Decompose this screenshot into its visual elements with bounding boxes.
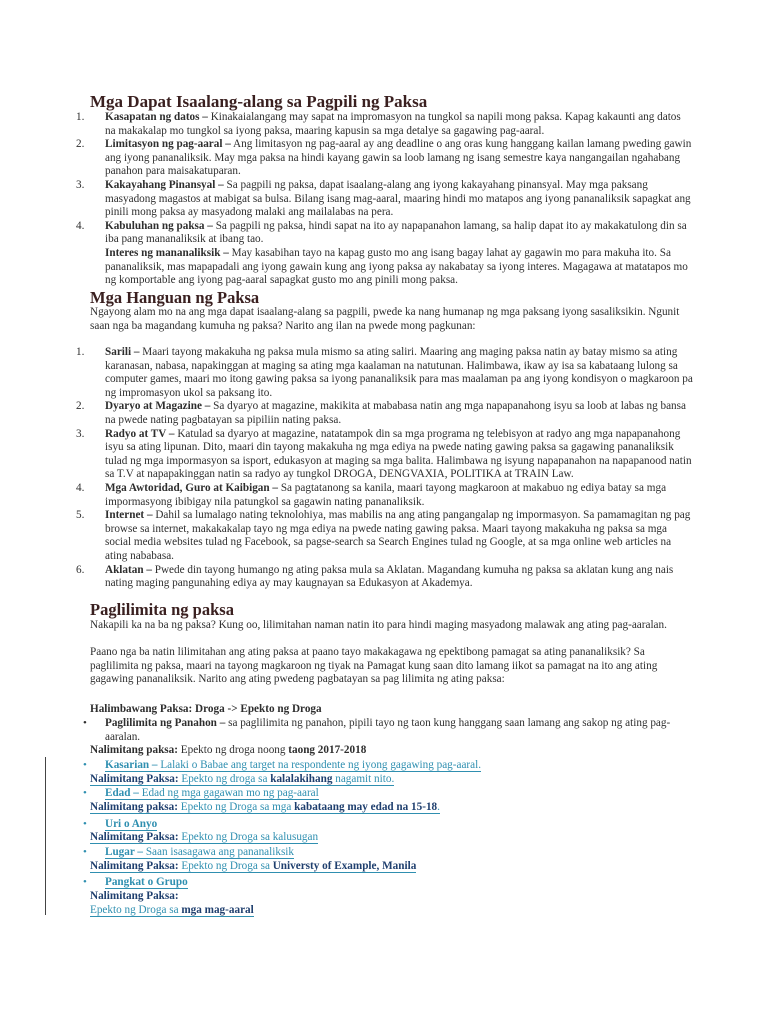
list-item: 4. Mga Awtoridad, Guro at Kaibigan – Sa pagtatanong sa kanila, maari tayong magkaroon at makabuo ng ediya batay sa mga impormasyong ibibigay nila patungkol sa gagawin nating pananaliksik. [76, 481, 667, 508]
bullet-icon: • [83, 717, 87, 729]
bullet-lugar: • Lugar – Saan isasagawa ang pananaliksik [83, 846, 295, 858]
revision-bar [45, 757, 46, 915]
bullet-icon: • [83, 787, 87, 799]
section3-intro1: Nakapili ka na ba ng paksa? Kung oo, lilimitahan naman natin ito para hindi maging masyadong malawak ang ating pag-aaralan. [90, 619, 667, 631]
limited-uri: Nalimitang Paksa: Epekto ng Droga sa kalusugan [90, 831, 319, 843]
bullet-uri: • Uri o Anyo [83, 818, 158, 830]
bullet-kasarian: • Kasarian – Lalaki o Babae ang target na respondente ng iyong gagawing pag-aaral. [83, 759, 482, 771]
list-item: 3. Kakayahang Pinansyal – Sa pagpili ng paksa, dapat isaalang-alang ang iyong kakayahang pinansyal. May mga paksang masyadong magastos at mabigat sa bulsa. Bilang isang mag-aaral, maaring hindi mo matapos ang iyong pananaliksik sapagkat ang pinili mong paksa ay masyadong malaki ang mailalabas na pera. [76, 178, 691, 219]
interes-paragraph: Interes ng mananaliksik – May kasabihan tayo na kapag gusto mo ang isang bagay lahat ay gagawin mo para makuha ito. Sa pananaliksik, mas mapapadali ang iyong gawain kung ang iyong paksa ay nakabatay sa iyong interes. Magagawa at matatapos mo ng komportable ang iyong pag-aaral sapagkat gusto mo ang pinili mong paksa. [105, 246, 688, 287]
list-item: 2. Dyaryo at Magazine – Sa dyaryo at magazine, makikita at mababasa natin ang mga napapanahong isyu sa loob at labas ng bansa na pwede nating pagbatayan sa pipiliin nating paksa. [76, 400, 686, 426]
sources-list [76, 346, 694, 591]
bullet-icon: • [83, 818, 87, 830]
list-item: 3. Radyo at TV – Katulad sa dyaryo at magazine, natatampok din sa mga programa ng telebisyon at radyo ang mga napapanahong isyu sa ating lipunan. Dito, maari din tayong makakuha ng mga ediya na pwede nating gawing paksa sa gagawing pananaliksik tulad ng mga impormasyon sa isport, edukasyon at maging sa mga balita. Halimbawa ng isyung napapanahon na napapanood natin sa T.V at napapakinggan natin sa radyo ay tungkol DROGA, DENGVAXIA, POLITIKA at TRAIN Law. [76, 427, 692, 481]
example-topic: Halimbawang Paksa: Droga -> Epekto ng Droga [90, 703, 322, 715]
section2-intro: Ngayong alam mo na ang mga dapat isaalang-alang sa pagpili, pwede ka nang humanap ng mga paksang iyong sasaliksikin. Ngunit saan nga ba magandang kumuha ng paksa? Narito ang ilan na pwede mong pagkunan: [90, 306, 680, 332]
limited-panahon: Nalimitang paksa: Epekto ng droga noong taong 2017-2018 [90, 744, 367, 756]
list-item: 1. Sarili – Maari tayong makakuha ng paksa mula mismo sa ating saliri. Maaring ang maging paksa natin ay batay mismo sa ating karanasan, nabasa, napakinggan at maging sa ating mga kaalaman na natutunan. Halimbawa, ikaw ay isa sa kabataang lulong sa computer games, maari mo itong gawing paksa sa iyong pananaliksik para mas maalaman pa ang iyong kondisyon o magkaroon pa ng impromasyon ukol sa paksang ito. [76, 346, 693, 399]
list-item: 1. Kasapatan ng datos – Kinakaialangang may sapat na impromasyon na tungkol sa napili mong paksa. Kapag kakaunti ang datos na makakalap mo tungkol sa iyong paksa, maaring kapusin sa mga detalye sa gagawing pag-aaral. [76, 111, 681, 137]
limited-pangkat: Epekto ng Droga sa mga mag-aaral [90, 904, 254, 916]
bullet-pangkat: • Pangkat o Grupo [83, 876, 188, 888]
list-item: 2. Limitasyon ng pag-aaral – Ang limitasyon ng pag-aaral ay ang deadline o ang oras kung hanggang kailan lamang pweding gawin ang iyong pananaliksik. May mga paksa na hindi kayang gawin sa loob lamang ng isang semestre kaya nangangailan ngahabang panahon para maisakatuparan. [76, 138, 692, 178]
list-item: 6. Aklatan – Pwede din tayong humango ng ating paksa mula sa Aklatan. Magandang kumuha ng paksa sa aklatan kung ang nais nating maging pangunahing ediya ay may kaugnayan sa Edukasyon at Akademya. [76, 563, 674, 590]
bullet-panahon: • Paglilimita ng Panahon – sa paglilimita ng panahon, pipili tayo ng taon kung hanggang saan lamang ang sakop ng ating pag-aaralan. [83, 717, 671, 743]
bullet-edad: • Edad – Edad ng mga gagawan mo ng pag-aaral [83, 787, 319, 799]
bullet-icon: • [83, 759, 87, 771]
limited-kasarian: Nalimitang Paksa: Epekto ng droga sa kalalakihang nagamit nito. [90, 773, 395, 785]
bullet-icon: • [83, 846, 87, 858]
section3-intro2: Paano nga ba natin lilimitahan ang ating paksa at paano tayo makakagawa ng epektibong pamagat sa ating pananaliksik? Sa paglilimita ng paksa, maari na tayong magkaroon ng tiyak na Pamagat kung saan dito lamang iikot sa pamagat na ito ang ating gagawing pananaliksik. Narito ang ating pwedeng pagbatayan sa pag lilimita ng ating paksa: [90, 646, 658, 686]
section1-title: Mga Dapat Isaalang-alang sa Pagpili ng Paksa [90, 92, 428, 111]
limited-pangkat-label: Nalimitang Paksa: [90, 890, 179, 902]
considerations-list [76, 111, 694, 288]
limited-lugar: Nalimitang Paksa: Epekto ng Droga sa Universty of Example, Manila [90, 860, 417, 872]
limited-edad: Nalimitang paksa: Epekto ng Droga sa mga kabataang may edad na 15-18. [90, 801, 440, 813]
section3-title: Paglilimita ng paksa [90, 600, 234, 619]
list-item: 5. Internet – Dahil sa lumalago nating teknolohiya, mas mabilis na ang ating pangangalap ng impormasyon. Sa pamamagitan ng pag browse sa internet, makakakalap tayo ng mga ediya na pwede nating gawing paksa. Maari tayong makakuha ng paksa sa mga social media websites tulad ng Facebook, sa pagse-search sa Search Engines tulad ng Google, at sa mga online web articles na ating nababasa. [76, 509, 691, 562]
list-item: 4. Kabuluhan ng paksa – Sa pagpili ng paksa, hindi sapat na ito ay napapanahon lamang, sa halip dapat ito ay makakatulong din sa iba pang mananaliksik at ibang tao. [76, 219, 687, 246]
bullet-icon: • [83, 876, 87, 888]
section2-title: Mga Hanguan ng Paksa [90, 288, 260, 307]
